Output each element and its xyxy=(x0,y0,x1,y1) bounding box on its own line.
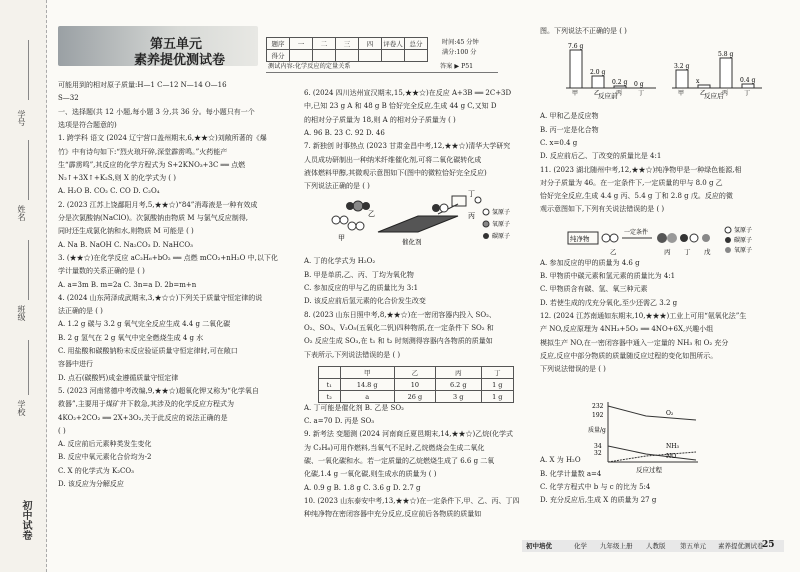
text-line: N₂↑+3X↑+K₂S,则 X 的化学式为 ( ) xyxy=(58,174,176,183)
text-line: 4. (2024 山东菏泽成武期末,3,★☆☆)下列关于质量守恒定律的说 xyxy=(58,293,263,302)
text-line: A. Na B. NaOH C. Na₂CO₃ D. NaHCO₃ xyxy=(58,240,193,249)
chart12-ytick: 32 xyxy=(594,450,602,457)
table-cell: 丁 xyxy=(481,367,513,379)
text-line: 竹》中有诗句如下:“烈火琅玕碎,深堂霹雳鸣。”火药能产 xyxy=(58,147,228,156)
text-line: 分是次氯酸钠(NaClO)。次氯酸钠由物质 M 与氯气反应制得, xyxy=(58,214,248,222)
text-line: D. 充分反应后,生成 X 的质量为 27 g xyxy=(540,496,657,505)
score-cell[interactable] xyxy=(405,50,428,62)
school-line xyxy=(28,340,29,395)
text-line: A. 参加反应的甲的质量为 4.6 g xyxy=(540,258,640,267)
fig11-legend-h: 氢原子 xyxy=(734,227,753,234)
chart12-line-no xyxy=(608,452,696,462)
text-line: 液体燃料甲醇,其微观示意图如下(图中的微粒恰好完全反应) xyxy=(304,168,487,177)
chart10-category: 丙 xyxy=(722,90,729,97)
text-line: D. 该反应前后氢元素的化合价发生改变 xyxy=(304,297,426,306)
text-line: C. 参加反应的甲与乙的质量比为 3:1 xyxy=(304,284,419,292)
chart10-category: 甲 xyxy=(678,90,685,97)
answer-ref: 答案 ▶ P51 xyxy=(440,63,474,70)
binding-margin xyxy=(0,0,47,572)
text-line: 反应,反应中部分物质的质量随反应过程的变化如图所示。 xyxy=(540,351,718,360)
page-number: 25 xyxy=(762,540,775,550)
chart10-category: 乙 xyxy=(594,90,601,97)
chart12-xlabel: 反应过程 xyxy=(636,466,662,474)
score-cell: 三 xyxy=(336,38,359,50)
text-line: ( ) xyxy=(58,426,66,435)
text-line: O₂ 反应生成 SO₃,在 t₁ 和 t₂ 时刻测得容器内各物质的质量如 xyxy=(304,337,493,346)
score-cell: 一 xyxy=(290,38,313,50)
chart12-line-o2 xyxy=(608,406,696,420)
text-line: 7. 新独创 时事热点 (2023 甘肃金昌中考,12,★★☆)清华大学研究 xyxy=(304,142,511,151)
text-line: 9. 新考法 变题测 (2024 河南商丘夏邑期末,14,★★☆)乙烷(化学式 xyxy=(304,430,513,439)
chart10-category: 丁 xyxy=(744,90,751,97)
text-line: A. H₂O B. CO₂ C. CO D. C₂O₄ xyxy=(58,187,160,196)
footer-brand: 初中培优 xyxy=(526,542,552,550)
text-line: 为 C₂H₆)可用作燃料,当氧气不足时,乙烷燃烧会生成二氧化 xyxy=(304,443,485,452)
text-line: 法正确的是 ( ) xyxy=(58,307,103,316)
text-line: 2. (2023 江苏上饶鄱阳月考,5,★★☆)“84”消毒液是一种有效成 xyxy=(58,200,258,209)
chart12-ytick: 192 xyxy=(592,412,604,419)
unit-title: 第五单元 xyxy=(150,37,203,52)
table-cell: 14.8 g xyxy=(340,379,394,391)
table-cell: 6.2 g xyxy=(435,379,481,391)
fig7-legend-c: 碳原子 xyxy=(492,233,511,240)
table-cell: t₂ xyxy=(319,391,341,403)
text-line: A. 0.9 g B. 1.8 g C. 3.6 g D. 2.7 g xyxy=(304,483,421,492)
text-line: 8. (2023 山东日照中考,8,★★☆)在一密闭容器内投入 SO₂、 xyxy=(304,310,496,319)
score-cell: 总分 xyxy=(405,38,428,50)
chart10-bar xyxy=(592,76,604,88)
table-cell: 乙 xyxy=(394,367,435,379)
name-line xyxy=(28,140,29,200)
text-line: B. 反应中氧元素化合价均为-2 xyxy=(58,453,152,462)
score-cell: 得分 xyxy=(267,50,290,62)
text-line: A. 丁可能是催化剂 B. 乙是 SO₂ xyxy=(304,403,404,412)
table-cell: t₁ xyxy=(319,379,341,391)
table-cell xyxy=(319,367,341,379)
text-line: 观示意图如下,下列有关说法错误的是 ( ) xyxy=(540,205,665,214)
chart10-bar xyxy=(614,86,626,88)
table-cell: 甲 xyxy=(340,367,394,379)
chart10-bar-label: 0 g xyxy=(634,81,644,88)
chart10-xlabel-after: 反应后 xyxy=(704,92,724,100)
full-score-info: 满分:100 分 xyxy=(442,49,477,56)
page-footer xyxy=(522,540,784,552)
chart12-series-nh3: NH₃ xyxy=(666,443,679,450)
header-rule xyxy=(266,72,498,73)
footer-edition: 人教版 xyxy=(646,542,666,550)
school-label: 学校 xyxy=(17,400,26,416)
text-line: 化碳,1.4 g 一氧化碳,则生成水的质量为 ( ) xyxy=(304,470,437,479)
fig7-label-d: 丁 xyxy=(468,190,475,198)
text-line: 图。下列说法不正确的是 ( ) xyxy=(540,27,627,35)
fig7-legend-h: 氢原子 xyxy=(492,209,511,216)
class-line xyxy=(28,240,29,300)
chart10-bar xyxy=(570,50,582,88)
brand-logo: 初中试卷 xyxy=(20,500,31,540)
text-line: 4KO₂+2CO₂ ══ 2X+3O₂,关于此反应的说法正确的是 xyxy=(58,413,228,422)
text-line: C. 化学方程式中 b 与 c 的比为 5:4 xyxy=(540,483,651,491)
text-line: 种纯净物在密闭容器中充分反应,反应前后各物质的质量如 xyxy=(304,510,482,519)
text-line: 可能用到的相对原子质量:H—1 C—12 N—14 O—16 xyxy=(58,81,227,89)
chart10-bar-label: 2.0 g xyxy=(590,69,606,76)
text-line: 6. (2024 四川达州宣汉期末,15,★★☆)在反应 A+3B ══ 2C+3D xyxy=(304,89,512,97)
fig11-label-d: 丁 xyxy=(684,248,691,256)
fig11-label-b: 乙 xyxy=(610,248,617,256)
mass-table-8 xyxy=(318,366,514,403)
chart10-xlabel-before: 反应前 xyxy=(598,92,618,100)
chart10-bar xyxy=(720,58,732,88)
table-cell: 1 g xyxy=(481,379,513,391)
text-line: 中,已知 23 g A 和 48 g B 恰好完全反应,生成 44 g C,又知 D xyxy=(304,102,497,111)
time-info: 时间:45 分钟 xyxy=(442,39,479,46)
footer-subject: 化学 xyxy=(574,542,587,550)
test-content: 测试内容:化学反应的定量关系 xyxy=(268,63,351,70)
text-line: 对分子质量为 46。在一定条件下,一定质量的甲与 8.0 g 乙 xyxy=(540,178,723,187)
text-line: 选项是符合题意的) xyxy=(58,120,117,129)
text-line: C. 用盐酸和碳酸钠粉末反应验证质量守恒定律时,可在敞口 xyxy=(58,347,238,355)
footer-name: 素养提优测试卷 xyxy=(718,542,764,550)
fig11-label-condition: 一定条件 xyxy=(624,229,649,236)
chart12-ytick: 34 xyxy=(594,443,602,450)
text-line: C. a=70 D. 丙是 SO₃ xyxy=(304,417,375,426)
chart10-bar xyxy=(742,84,754,88)
text-line: 1. 跨学科 语文 (2024 辽宁营口盖州期末,6,★★☆)刘敞所著的《爆 xyxy=(58,134,267,143)
text-line: B. 甲物质中碳元素和氢元素的质量比为 4:1 xyxy=(540,272,676,280)
reaction-diagram-7 xyxy=(318,186,518,250)
text-line: D. 该反应为分解反应 xyxy=(58,480,124,488)
text-line: A. 1.2 g 碳与 3.2 g 氧气完全反应生成 4.4 g 二氧化碳 xyxy=(58,320,231,329)
chart10-category: 甲 xyxy=(572,90,579,97)
score-cell[interactable] xyxy=(336,50,359,62)
text-line: A. X 为 H₂O xyxy=(540,456,581,465)
chart10-bar xyxy=(698,85,710,88)
mass-line-chart-12 xyxy=(586,398,706,476)
table-cell: 丙 xyxy=(435,367,481,379)
name-label: 姓名 xyxy=(17,205,26,221)
text-line: D. 点石(碳酸钙)成金遵循质量守恒定律 xyxy=(58,373,179,382)
text-line: C. 甲物质含有碳、氢、氧三种元素 xyxy=(540,285,648,294)
chart10-bar xyxy=(676,70,688,88)
text-line: 的相对分子质量为 18,则 A 的相对分子质量为 ( ) xyxy=(304,115,456,124)
text-line: B. 丙一定是化合物 xyxy=(540,125,599,134)
chart12-ytick: 232 xyxy=(592,403,604,410)
chart10-bar-label: 3.2 g xyxy=(674,63,690,70)
table-cell: 3 g xyxy=(435,391,481,403)
chart10-bar-label: 7.6 g xyxy=(568,43,584,50)
text-line: 模拟生产 NO,在一密闭容器中通入一定量的 NH₃ 和 O₂ 充分 xyxy=(540,338,729,347)
test-title: 素养提优测试卷 xyxy=(134,53,226,68)
score-table xyxy=(266,37,428,62)
text-line: 同时还生成氯化钠和水,则物质 M 可能是 ( ) xyxy=(58,227,194,236)
text-line: 碳、一氧化碳和水。若一定质量的乙烷燃烧生成了 6.6 g 二氧 xyxy=(304,457,495,465)
text-line: 人员成功研制出一种纳米纤维催化剂,可将二氧化碳转化成 xyxy=(304,155,482,164)
fig7-label-b: 乙 xyxy=(368,210,375,218)
reaction-diagram-11 xyxy=(566,224,776,260)
text-line: 恰好完全反应,生成 4.4 g 丙、5.4 g 丁和 2.8 g 戊。反应的微 xyxy=(540,192,733,201)
score-cell[interactable] xyxy=(290,50,313,62)
fig11-label-c: 丙 xyxy=(664,248,671,256)
student-id-line xyxy=(28,40,29,100)
score-cell[interactable] xyxy=(382,50,405,62)
text-line: C. x=0.4 g xyxy=(540,138,578,147)
table-cell: a xyxy=(340,391,394,403)
score-cell[interactable] xyxy=(313,50,336,62)
fig7-label-c: 丙 xyxy=(468,212,475,220)
text-line: 12. (2024 江苏南通如东期末,10,★★★)工业上可用“氨氧化法”生 xyxy=(540,311,747,320)
text-line: 下列说法错误的是 ( ) xyxy=(540,365,606,374)
fig7-legend-o: 氧原子 xyxy=(492,221,511,228)
chart12-series-no: NO xyxy=(666,453,677,460)
text-line: A. 96 B. 23 C. 92 D. 46 xyxy=(304,128,385,137)
text-line: S—32 xyxy=(58,94,79,103)
text-line: B. 2 g 氢气在 2 g 氧气中完全燃烧生成 4 g 水 xyxy=(58,333,204,342)
fig11-label-e: 戊 xyxy=(704,248,711,256)
table-cell: 1 g xyxy=(481,391,513,403)
text-line: 10. (2023 山东泰安中考,13,★★☆)在一定条件下,甲、乙、丙、丁四 xyxy=(304,496,520,505)
chart10-bar-label: 5.8 g xyxy=(718,51,734,58)
text-line: 容器中进行 xyxy=(58,360,93,369)
footer-unit: 第五单元 xyxy=(680,542,706,550)
text-line: 5. (2023 河南常德中考改编,9,★★☆)超氧化钾又称为“化学氧自 xyxy=(58,386,259,395)
fig7-label-a: 甲 xyxy=(338,234,345,242)
chart12-series-o2: O₂ xyxy=(666,410,674,417)
text-line: 生“霹雳鸣”,其反应的化学方程式为 S+2KNO₃+3C ══ 点燃 xyxy=(58,160,246,169)
chart10-bar-label: 0.4 g xyxy=(740,77,756,84)
chart10-bar-label: x xyxy=(696,78,700,85)
student-id-label: 学号 xyxy=(17,110,26,126)
mass-bar-chart-10 xyxy=(564,40,764,100)
class-label: 班级 xyxy=(17,305,26,321)
text-line: B. 甲是单质,乙、丙、丁均为氧化物 xyxy=(304,270,414,279)
text-line: A. a=3m B. m=2a C. 3n=a D. 2b=m+n xyxy=(58,280,197,289)
table-cell: 10 xyxy=(394,379,435,391)
score-cell: 二 xyxy=(313,38,336,50)
text-line: 下表所示,下列说法错误的是 ( ) xyxy=(304,350,401,359)
text-line: 学计量数的关系正确的是 ( ) xyxy=(58,267,145,276)
chart10-bar-label: 0.2 g xyxy=(612,79,628,86)
text-line: C. X 的化学式为 K₂CO₃ xyxy=(58,466,134,475)
text-line: D. 若使生成的戊充分氧化,至少还需乙 3.2 g xyxy=(540,298,678,307)
score-cell: 四 xyxy=(359,38,382,50)
fig11-label-pure: 纯净物 xyxy=(570,235,590,243)
text-line: B. 化学计量数 a=4 xyxy=(540,469,602,478)
chart10-category: 丙 xyxy=(616,90,623,97)
chart10-category: 丁 xyxy=(638,90,645,97)
chart12-ylabel: 质量/g xyxy=(588,427,606,434)
fig7-catalyst: 催化剂 xyxy=(402,238,422,246)
text-line: A. 甲和乙是反应物 xyxy=(540,112,599,121)
text-line: A. 反应前后元素种类发生变化 xyxy=(58,440,152,449)
text-line: 下列说法正确的是 ( ) xyxy=(304,182,370,191)
text-line: D. 反应前后乙、丁改变的质量比是 4:1 xyxy=(540,152,662,161)
text-line: 一、选择题(共 12 小题,每小题 3 分,共 36 分。每小题只有一个 xyxy=(58,107,255,116)
footer-grade: 九年级上册 xyxy=(600,542,633,550)
fig11-legend-c: 碳原子 xyxy=(734,237,753,244)
text-line: 救器”,主要用于煤矿井下救急,其涉及的化学反应方程式为 xyxy=(58,400,235,409)
table-cell: 26 g xyxy=(394,391,435,403)
score-cell: 评卷人 xyxy=(382,38,405,50)
text-line: 11. (2023 湖北随州中考,12,★★☆)纯净物甲是一种绿色能源,相 xyxy=(540,165,742,174)
score-cell[interactable] xyxy=(359,50,382,62)
score-cell: 题序 xyxy=(267,38,290,50)
text-line: A. 丁的化学式为 H₂O₂ xyxy=(304,257,376,266)
fig11-legend-o: 氧原子 xyxy=(734,247,753,254)
chart10-category: 乙 xyxy=(700,90,707,97)
text-line: O₂、SO₃、V₂O₅(五氧化二钒)四种物质,在一定条件下 SO₂ 和 xyxy=(304,323,494,332)
text-line: 3. (★★☆)在化学反应 aC₂H₆+bO₂ ══ 点燃 mCO₂+nH₂O 中,以下化 xyxy=(58,253,278,262)
text-line: 产 NO,反应原理为 4NH₃+5O₂ ══ 4NO+6X,兴趣小组 xyxy=(540,325,714,334)
